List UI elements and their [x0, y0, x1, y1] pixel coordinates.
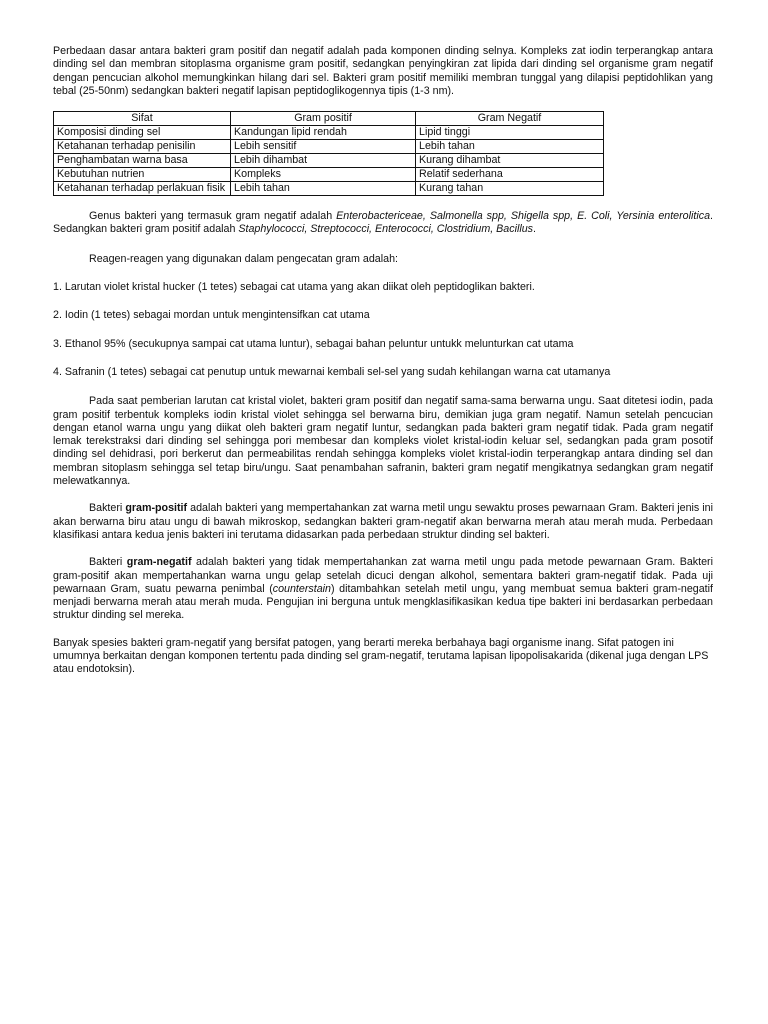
genus-text-2: . Sedangkan bakteri gram positif adalah [53, 210, 713, 236]
intro-paragraph: Perbedaan dasar antara bakteri gram positif dan negatif adalah pada komponen dinding selnya. Kompleks zat iodin terperangkap antara dinding sel dan membran sitoplasma organisme gram positif, sedangkan penyingkiran zat lipida dari dinding sel organisme gram negatif dengan pencucian alkohol memungkinkan hilang dari sel. Bakteri gram positif memiliki membran tunggal yang dilapisi peptidohlikan yang tebal (25-50nm) sedangkan bakteri negatif lapisan peptidoglikogennya tipis (1-3 nm). [53, 45, 713, 97]
table-row [54, 126, 604, 140]
genus-text-3: . [533, 223, 536, 236]
pathogen-paragraph: Banyak spesies bakteri gram-negatif yang bersifat patogen, yang berarti mereka berbahaya bagi organisme inang. Sifat patogen ini umumnya berkaitan dengan komponen tertentu pada dinding sel gram-negatif, terutama lapisan lipopolisakarida (dikenal juga dengan LPS atau endotoksin). [53, 636, 709, 676]
table-cell: Lebih dihambat [231, 154, 416, 168]
table-cell: Kurang dihambat [416, 154, 604, 168]
reagent-item-3: 3. Ethanol 95% (secukupnya sampai cat utama luntur), sebagai bahan peluntur untukk melunturkan cat utama [53, 337, 574, 350]
table-cell: Relatif sederhana [416, 168, 604, 182]
gram-positive-paragraph [53, 502, 713, 542]
gram-negative-text-3: ) ditambahkan setelah metil ungu, yang membuat semua bakteri gram-negatif menjadi berwarna merah atau merah muda. Pengujian ini berguna untuk mengklasifikasikan kedua tipe bakteri ini berdasarkan perbedaan struktur dinding sel mereka. [53, 582, 713, 622]
process-paragraph: Pada saat pemberian larutan cat kristal violet, bakteri gram positif dan negatif sama-sama berwarna ungu. Saat ditetesi iodin, pada gram positif terbentuk kompleks iodin kristal violet sehingga sel berwarna biru, demikian juga gram negatif. Namun setelah pencucian dengan etanol warna ungu yang diikat oleh bakteri gram negatif luntur, sedangkan pada bakteri gram negatif tidak. Pada gram negatif lemak terekstraksi dari dinding sel sehingga pori membesar dan kompleks violet kristal-iodin keluar sel, sedangkan pada gram posotif dinding sel dehidrasi, pori berkerut dan permeabilitas rendah sehingga kompleks violet kristal-iodin terperangkap antara dinding sel dan membran sitoplasm sehingga sel tetap biru/ungu. Saat penambahan safranin, bakteri gram negatif mengikatnya sedangkan gram negatif melewatkannya. [53, 395, 713, 488]
table-header-row [54, 112, 604, 126]
header-gram-positif: Gram positif [231, 112, 416, 126]
table-row [54, 182, 604, 196]
reagents-intro: Reagen-reagen yang digunakan dalam pengecatan gram adalah: [89, 252, 398, 265]
reagent-item-4: 4. Safranin (1 tetes) sebagai cat penutup untuk mewarnai kembali sel-sel yang sudah kehilangan warna cat utamanya [53, 365, 611, 378]
gram-negative-species: Enterobactericeae, Salmonella spp, Shigella spp, E. Coli, Yersinia enterolitica [336, 210, 711, 223]
gram-positive-term: gram-positif [125, 502, 188, 515]
header-gram-negatif: Gram Negatif [416, 112, 604, 126]
table-row [54, 154, 604, 168]
table-cell: Lebih sensitif [231, 140, 416, 154]
table-cell: Lebih tahan [231, 182, 416, 196]
gram-negative-text-2: adalah bakteri yang tidak mempertahankan zat warna metil ungu pada metode pewarnaan Gram. Bakteri gram-positif akan mempertahankan warna ungu gelap setelah dicuci dengan alkohol, sementara bakteri gram-negatif tidak. Pada uji pewarnaan Gram, suatu pewarna penimbal ( [53, 556, 713, 595]
table-cell: Lipid tinggi [416, 126, 604, 140]
table-cell: Komposisi dinding sel [54, 126, 231, 140]
gram-negative-text-1: Bakteri [89, 556, 127, 569]
table-cell: Ketahanan terhadap penisilin [54, 140, 231, 154]
gram-positive-text-2: adalah bakteri yang mempertahankan zat warna metil ungu sewaktu proses pewarnaan Gram. Bakteri jenis ini akan berwarna biru atau ungu di bawah mikroskop, sedangkan bakteri gram-negatif akan berwarna merah atau merah muda. Perbedaan klasifikasi antara kedua jenis bakteri ini terutama didasarkan pada perbedaan struktur dinding sel bakteri. [53, 502, 714, 541]
genus-text-1: Genus bakteri yang termasuk gram negatif adalah [89, 210, 337, 223]
header-sifat: Sifat [54, 112, 231, 126]
table-cell: Lebih tahan [416, 140, 604, 154]
gram-positive-species: Staphylococci, Streptococci, Enterococci, Clostridium, Bacillus [238, 223, 533, 236]
gram-positive-text-1: Bakteri [89, 502, 126, 515]
gram-negative-term: gram-negatif [126, 556, 192, 569]
counterstain-term: counterstain [272, 582, 331, 595]
genus-paragraph [53, 210, 713, 237]
table-cell: Penghambatan warna basa [54, 154, 231, 168]
reagent-item-2: 2. Iodin (1 tetes) sebagai mordan untuk mengintensifkan cat utama [53, 309, 370, 322]
reagent-item-1: 1. Larutan violet kristal hucker (1 tetes) sebagai cat utama yang akan diikat oleh peptidoglikan bakteri. [53, 281, 535, 294]
comparison-table [53, 111, 604, 196]
table-row [54, 168, 604, 182]
table-cell: Kebutuhan nutrien [54, 168, 231, 182]
table-cell: Kurang tahan [416, 182, 604, 196]
table-row [54, 140, 604, 154]
table-cell: Ketahanan terhadap perlakuan fisik [54, 182, 231, 196]
table-cell: Kandungan lipid rendah [231, 126, 416, 140]
document-page [53, 45, 713, 677]
table-cell: Kompleks [231, 168, 416, 182]
gram-negative-paragraph [53, 556, 713, 622]
